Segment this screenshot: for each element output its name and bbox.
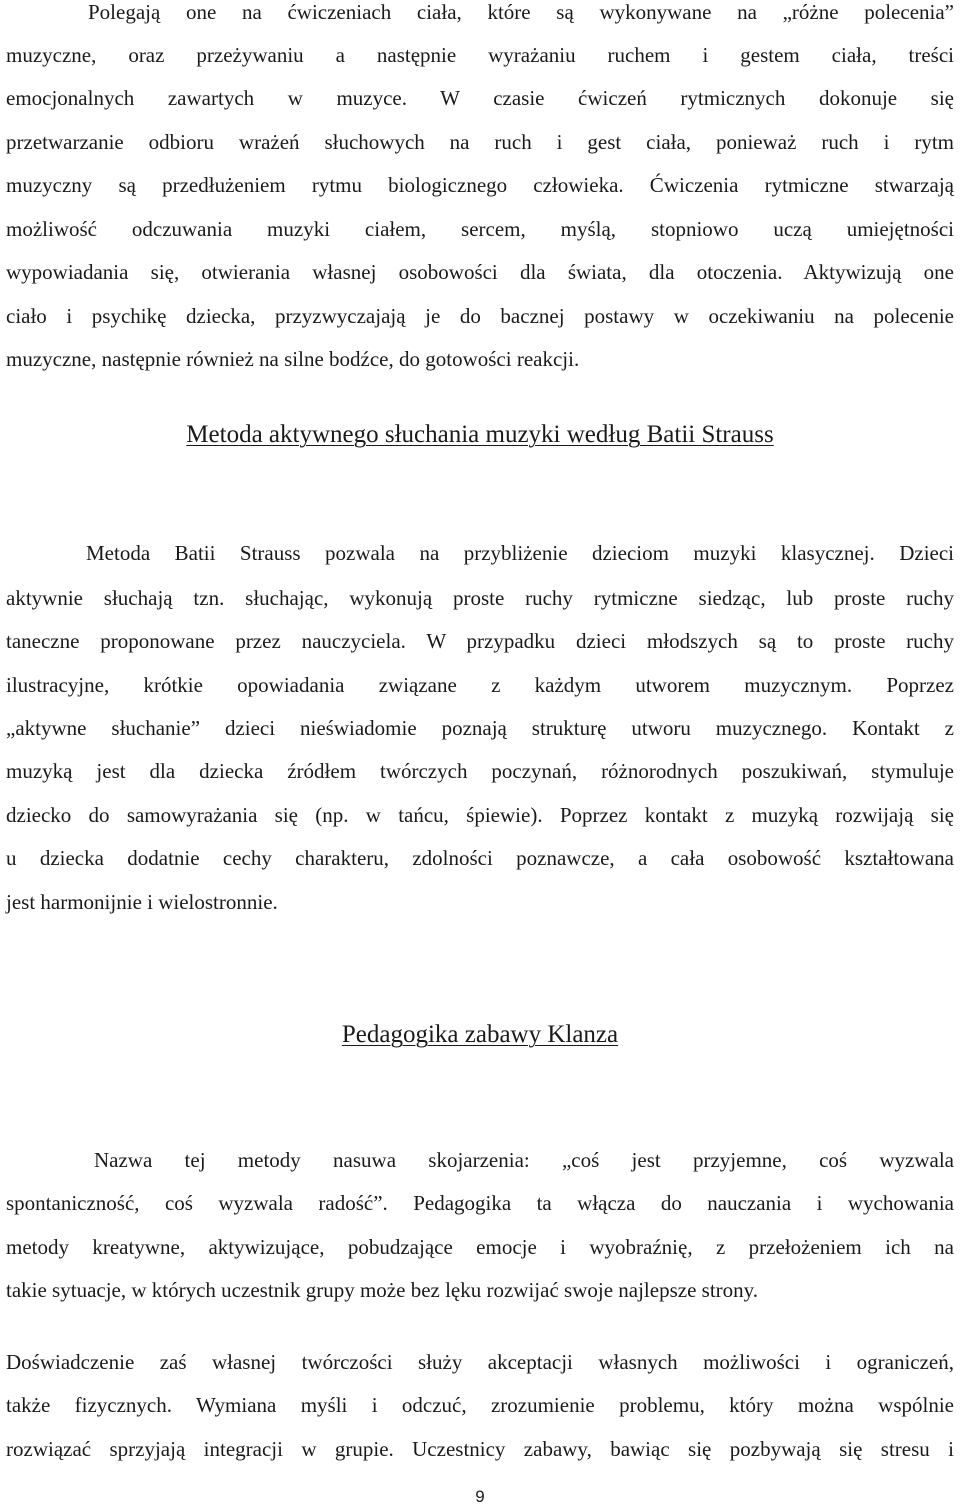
text-line: wypowiadania się, otwierania własnej osobowości dla świata, dla otoczenia. Aktywizują one bbox=[6, 260, 954, 284]
text-line: Polegają one na ćwiczeniach ciała, które są wykonywane na „różne polecenia” bbox=[88, 0, 954, 24]
text-line: u dziecka dodatnie cechy charakteru, zdolności poznawcze, a cała osobowość kształtowana bbox=[6, 846, 954, 870]
text-line: aktywnie słuchają tzn. słuchając, wykonują proste ruchy rytmiczne siedząc, lub proste ruchy bbox=[6, 586, 954, 610]
text-line: rozwiązać sprzyjają integracji w grupie. Uczestnicy zabawy, bawiąc się pozbywają się stresu i bbox=[6, 1437, 954, 1461]
text-line: spontaniczność, coś wyzwala radość”. Pedagogika ta włącza do nauczania i wychowania bbox=[6, 1191, 954, 1215]
text-line: ciało i psychikę dziecka, przyzwyczajają je do bacznej postawy w oczekiwaniu na polecenie bbox=[6, 304, 954, 328]
text-line: muzyczne, oraz przeżywaniu a następnie wyrażaniu ruchem i gestem ciała, treści bbox=[6, 43, 954, 67]
text-line: Doświadczenie zaś własnej twórczości służy akceptacji własnych możliwości i ograniczeń, bbox=[6, 1350, 954, 1374]
text-line: muzyczny są przedłużeniem rytmu biologicznego człowieka. Ćwiczenia rytmiczne stwarzają bbox=[6, 173, 954, 197]
text-line: dziecko do samowyrażania się (np. w tańcu, śpiewie). Poprzez kontakt z muzyką rozwijają się bbox=[6, 803, 954, 827]
text-line: ilustracyjne, krótkie opowiadania związane z każdym utworem muzycznym. Poprzez bbox=[6, 673, 954, 697]
text-line: „aktywne słuchanie” dzieci nieświadomie poznają strukturę utworu muzycznego. Kontakt z bbox=[6, 716, 954, 740]
text-line: metody kreatywne, aktywizujące, pobudzające emocje i wyobraźnię, z przełożeniem ich na bbox=[6, 1235, 954, 1259]
text-line: taneczne proponowane przez nauczyciela. W przypadku dzieci młodszych są to proste ruchy bbox=[6, 629, 954, 653]
text-line: przetwarzanie odbioru wrażeń słuchowych na ruch i gest ciała, ponieważ ruch i rytm bbox=[6, 130, 954, 154]
text-line: takie sytuacje, w których uczestnik grupy może bez lęku rozwijać swoje najlepsze strony. bbox=[6, 1278, 759, 1302]
text-line: możliwość odczuwania muzyki ciałem, sercem, myślą, stopniowo uczą umiejętności bbox=[6, 217, 954, 241]
section-heading-klanza: Pedagogika zabawy Klanza bbox=[341, 1021, 619, 1048]
text-line: Nazwa tej metody nasuwa skojarzenia: „coś jest przyjemne, coś wyzwala bbox=[94, 1148, 954, 1172]
text-line: muzyką jest dla dziecka źródłem twórczych poczynań, różnorodnych poszukiwań, stymuluje bbox=[6, 759, 954, 783]
text-line: muzyczne, następnie również na silne bodźce, do gotowości reakcji. bbox=[6, 347, 580, 371]
section-heading-strauss: Metoda aktywnego słuchania muzyki według Batii Strauss bbox=[186, 421, 774, 448]
page-number: 9 bbox=[475, 1487, 485, 1506]
text-line: jest harmonijnie i wielostronnie. bbox=[6, 890, 278, 914]
text-line: emocjonalnych zawartych w muzyce. W czasie ćwiczeń rytmicznych dokonuje się bbox=[6, 86, 954, 110]
text-line: Metoda Batii Strauss pozwala na przybliżenie dzieciom muzyki klasycznej. Dzieci bbox=[86, 541, 954, 565]
text-line: także fizycznych. Wymiana myśli i odczuć, zrozumienie problemu, który można wspólnie bbox=[6, 1393, 954, 1417]
